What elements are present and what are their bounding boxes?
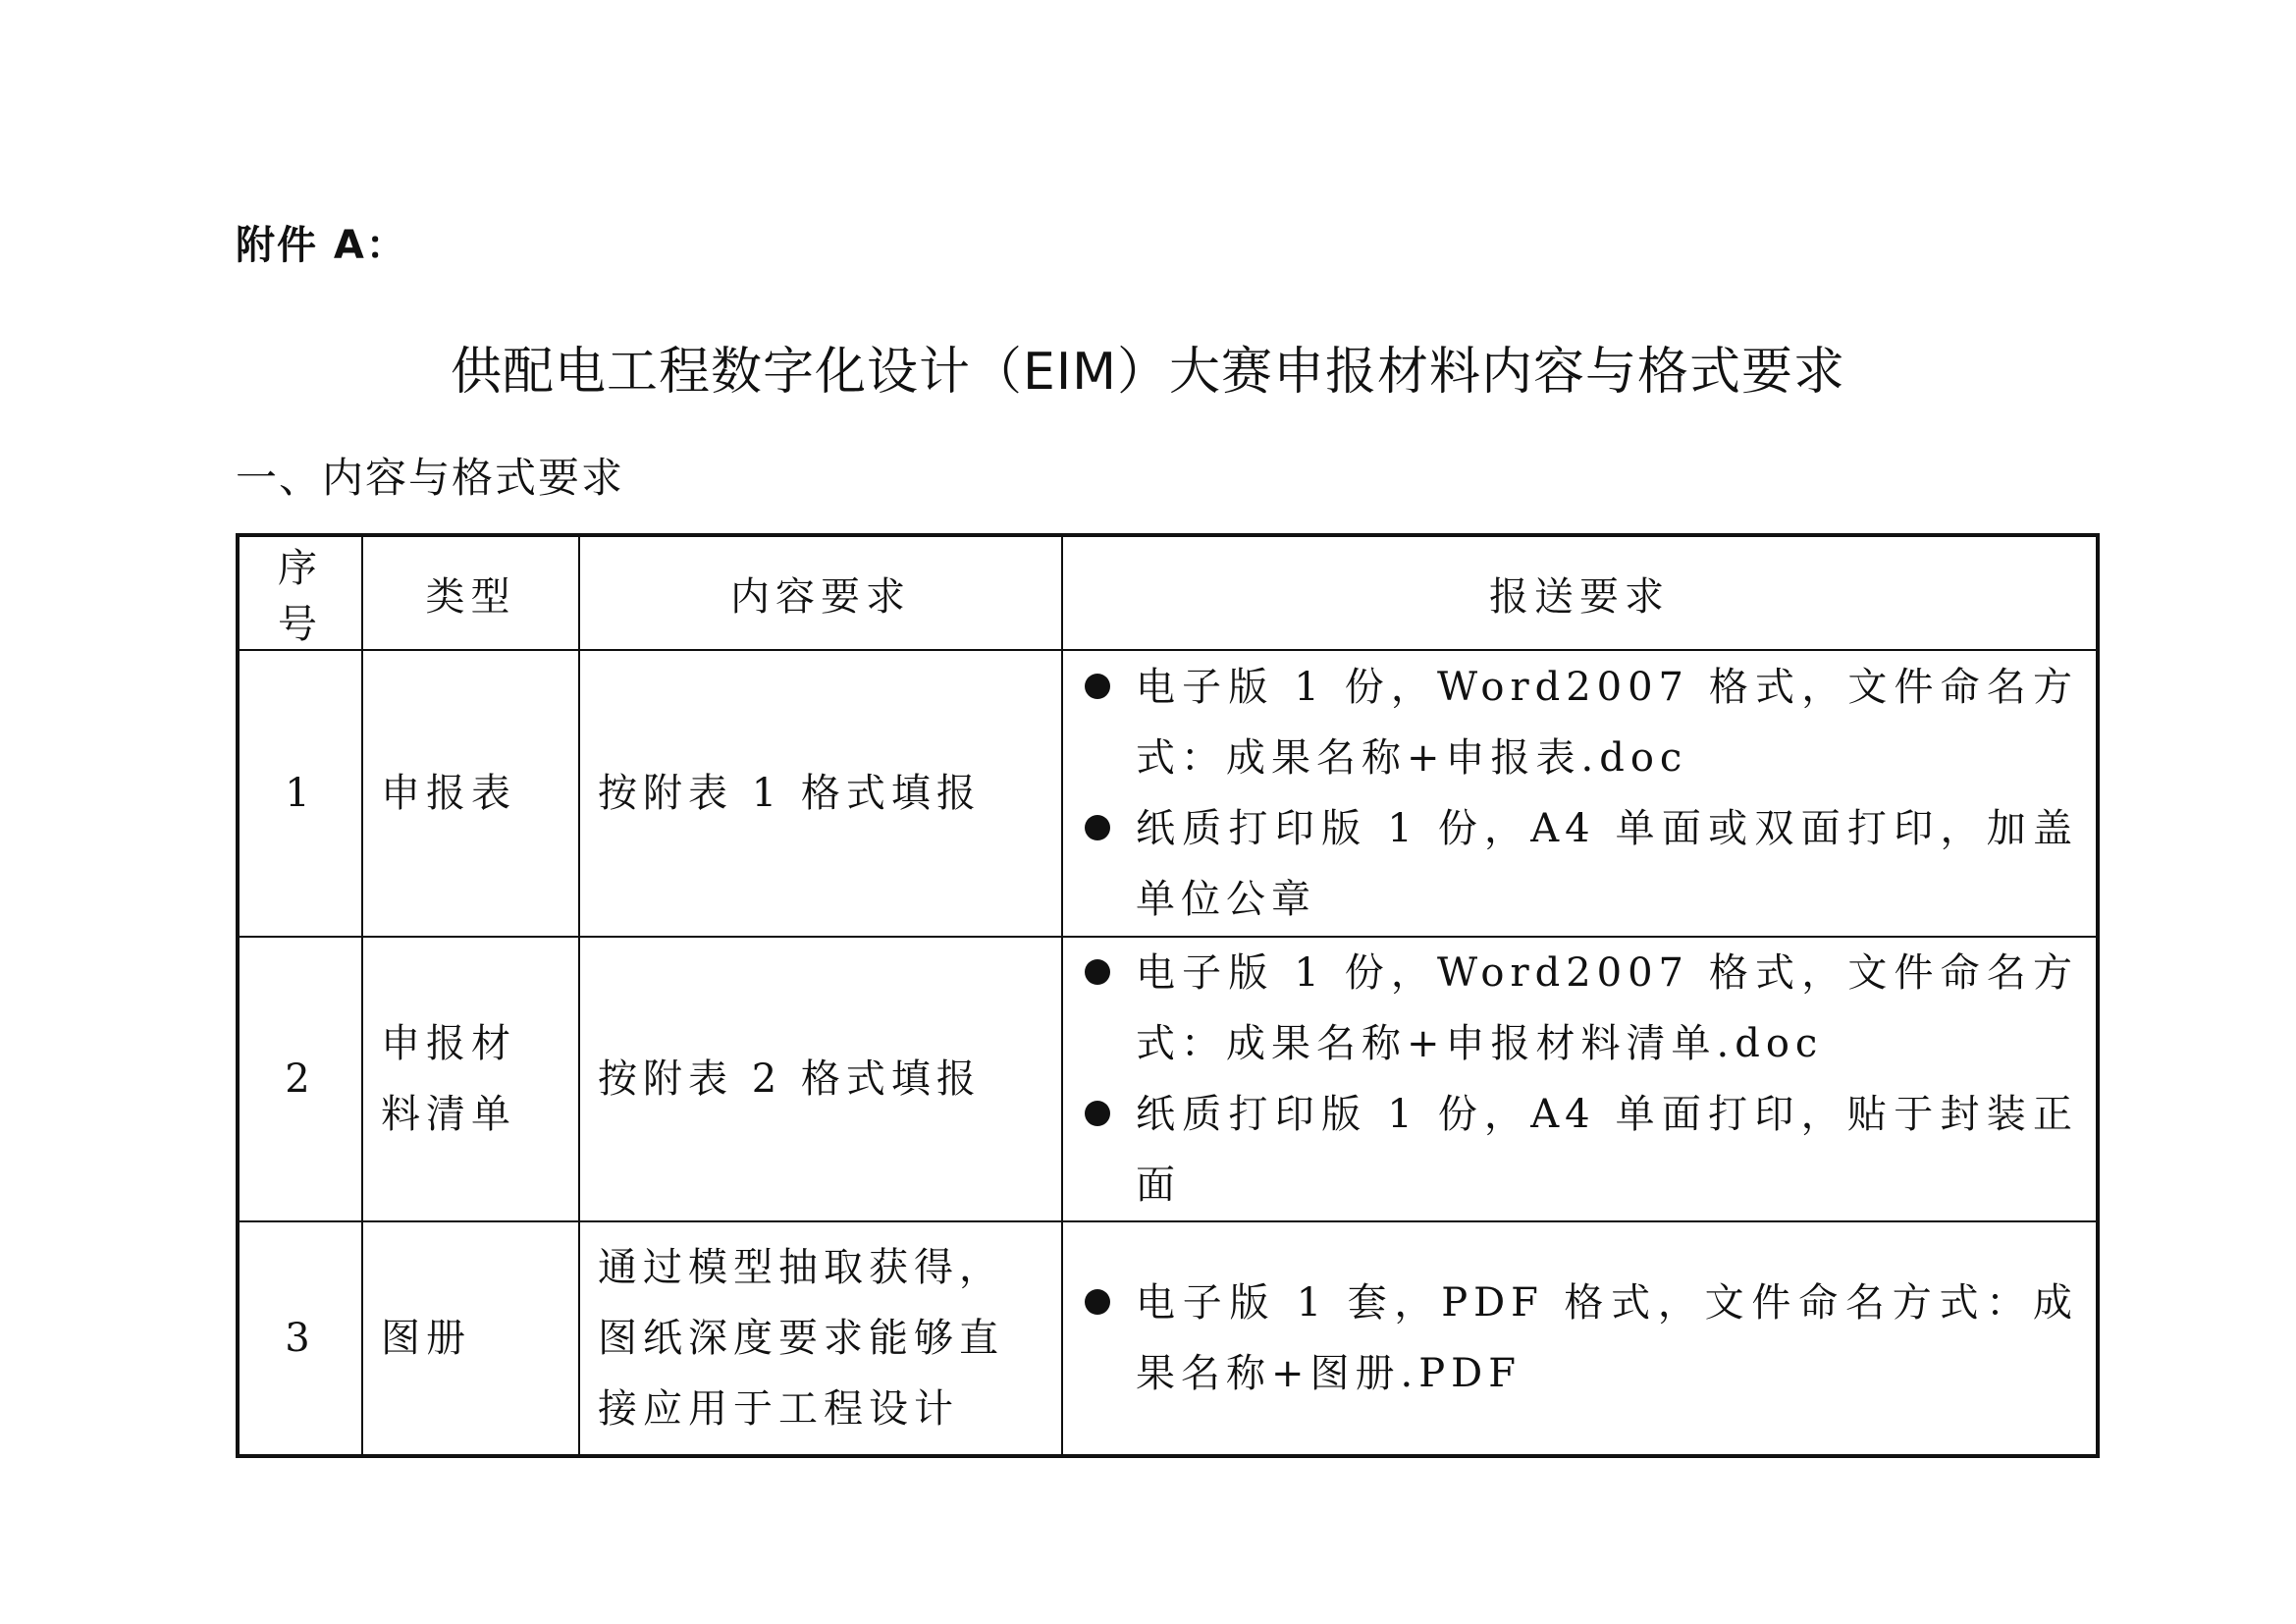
section-heading: 一、内容与格式要求 <box>236 454 625 502</box>
requirement-text: 电子版 1 份，Word2007 格式，文件命名方式：成果名称+申报材料清单.doc <box>1136 950 2078 1066</box>
row-type: 申报表 <box>362 650 579 937</box>
header-no: 序号 <box>238 535 362 650</box>
header-type: 类型 <box>362 535 579 650</box>
bullet-icon <box>1085 959 1110 985</box>
requirement-item <box>1081 1268 2078 1409</box>
table-row <box>238 1221 2098 1456</box>
bullet-icon <box>1085 1289 1110 1315</box>
requirements-table <box>236 533 2100 1458</box>
document-title: 供配电工程数字化设计（EIM）大赛申报材料内容与格式要求 <box>450 343 1846 402</box>
row-requirements <box>1062 937 2098 1221</box>
requirement-text: 电子版 1 份，Word2007 格式，文件命名方式：成果名称+申报表.doc <box>1136 665 2078 781</box>
requirement-item <box>1081 1079 2078 1220</box>
row-content: 按附表 2 格式填报 <box>579 937 1062 1221</box>
requirement-text: 纸质打印版 1 份，A4 单面或双面打印，加盖单位公章 <box>1136 806 2078 922</box>
header-submission: 报送要求 <box>1062 535 2098 650</box>
requirement-item <box>1081 938 2078 1079</box>
bullet-icon <box>1085 1101 1110 1126</box>
row-number: 2 <box>238 937 362 1221</box>
row-requirements <box>1062 1221 2098 1456</box>
row-number: 1 <box>238 650 362 937</box>
bullet-icon <box>1085 674 1110 699</box>
requirement-text: 电子版 1 套，PDF 格式，文件命名方式：成果名称+图册.PDF <box>1136 1280 2078 1396</box>
requirement-item <box>1081 793 2078 935</box>
requirement-item <box>1081 652 2078 793</box>
bullet-icon <box>1085 815 1110 840</box>
header-content: 内容要求 <box>579 535 1062 650</box>
row-number: 3 <box>238 1221 362 1456</box>
table-row <box>238 937 2098 1221</box>
attachment-label: 附件 A： <box>236 223 407 268</box>
row-content: 通过模型抽取获得，图纸深度要求能够直接应用于工程设计 <box>579 1221 1062 1456</box>
row-requirements <box>1062 650 2098 937</box>
row-type: 申报材料清单 <box>362 937 579 1221</box>
row-type: 图册 <box>362 1221 579 1456</box>
requirement-text: 纸质打印版 1 份，A4 单面打印，贴于封装正面 <box>1136 1092 2078 1208</box>
table-row <box>238 650 2098 937</box>
table-header-row <box>238 535 2098 650</box>
row-content: 按附表 1 格式填报 <box>579 650 1062 937</box>
